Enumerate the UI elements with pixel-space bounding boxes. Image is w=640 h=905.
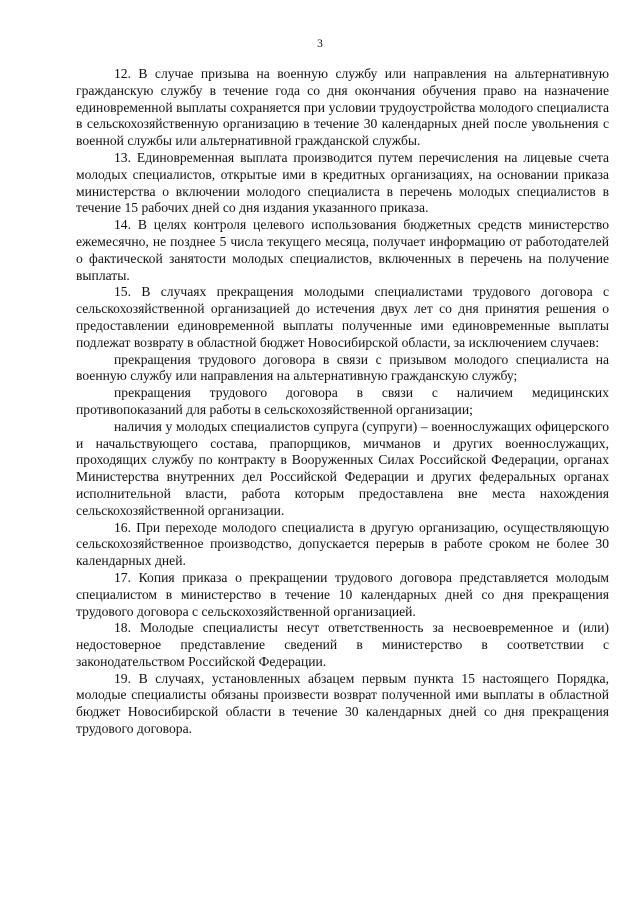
paragraph-13: 13. Единовременная выплата производится путем перечисления на лицевые счета молодых специалистов, открытые ими в кредитных организациях, на основании приказа министерства о включении молодого специалиста в перечень молодых специалистов в течение 15 рабочих дней со дня издания указанного приказа. <box>76 149 609 216</box>
paragraph-15-exception-military: прекращения трудового договора в связи с призывом молодого специалиста на военную службу или направления на альтернативную гражданскую службу; <box>76 351 609 384</box>
paragraph-14: 14. В целях контроля целевого использования бюджетных средств министерство ежемесячно, не позднее 5 числа текущего месяца, получает информацию от работодателей о фактической занятости молодых специалистов, включенных в перечень на получение выплаты. <box>76 217 609 283</box>
paragraph-17: 17. Копия приказа о прекращении трудового договора представляется молодым специалистом в министерство в течение 10 календарных дней со дня прекращения трудового договора с сельскохозяйственной организацией. <box>76 569 609 619</box>
paragraph-15: 15. В случаях прекращения молодыми специалистами трудового договора с сельскохозяйственной организацией до истечения двух лет со дня принятия решения о предоставлении единовременной выплаты полученные ими единовременные выплаты подлежат возврату в областной бюджет Новосибирской области, за исключением случаев: <box>76 284 609 350</box>
page-number: 3 <box>317 38 323 50</box>
paragraph-18: 18. Молодые специалисты несут ответственность за несвоевременное и (или) недостоверное представление сведений в министерство в соответствии с законодательством Российской Федерации. <box>76 620 609 669</box>
paragraph-19: 19. В случаях, установленных абзацем первым пункта 15 настоящего Порядка, молодые специалисты обязаны произвести возврат полученной ими выплаты в областной бюджет Новосибирской области в течение 30 календарных дней со дня прекращения трудового договора. <box>76 670 609 737</box>
paragraph-15-exception-medical: прекращения трудового договора в связи с наличием медицинских противопоказаний для работы в сельскохозяйственной организации; <box>76 385 609 417</box>
paragraph-12: 12. В случае призыва на военную службу или направления на альтернативную гражданскую службу в течение года со дня окончания обучения право на назначение единовременной выплаты сохраняется при условии трудоустройства молодого специалиста в сельскохозяйственную организацию в течение 30 календарных дней после увольнения с военной службы или альтернативной гражданской службы. <box>76 66 609 149</box>
document-body <box>76 66 609 738</box>
paragraph-15-exception-spouse: наличия у молодых специалистов супруга (супруги) – военнослужащих офицерского и начальствующего состава, прапорщиков, мичманов и других военнослужащих, проходящих службу по контракту в Вооруженных Силах Российской Федерации, органах Министерства внутренних дел Российской Федерации и других федеральных органах исполнительной власти, работа которым предоставлена вне места нахождения сельскохозяйственной организации. <box>76 418 609 518</box>
paragraph-16: 16. При переходе молодого специалиста в другую организацию, осуществляющую сельскохозяйственное производство, допускается перерыв в работе сроком не более 30 календарных дней. <box>76 519 609 569</box>
